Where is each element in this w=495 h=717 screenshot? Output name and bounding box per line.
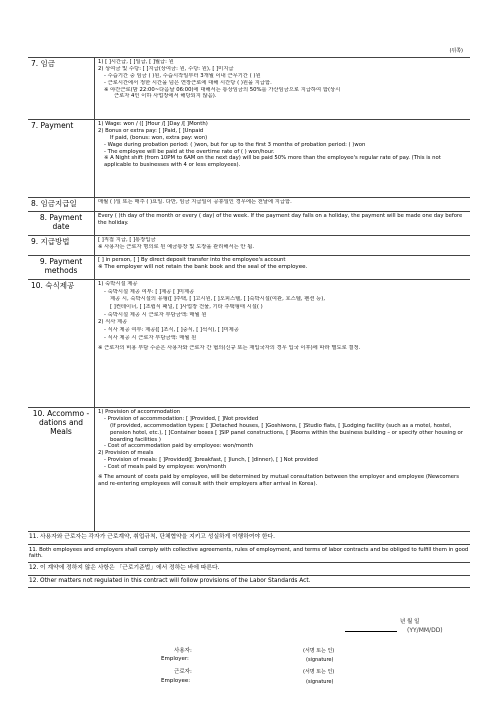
method-options: [ ]직접 지급, [ ]통장입금 bbox=[98, 237, 156, 243]
section-label: 8. Payment date bbox=[28, 212, 95, 236]
section-label: 9. Payment methods bbox=[28, 256, 95, 280]
accommodation-cost: - Cost of accommodation paid by employee: won/month bbox=[104, 443, 253, 450]
section-label: 9. 지급방법 bbox=[28, 236, 95, 256]
payment-section-ko bbox=[28, 58, 470, 120]
contract-table bbox=[28, 57, 470, 588]
probation-line: - Wage during probation period: ( )won, but for up to the first 3 months of probation period: ( )won bbox=[104, 141, 366, 148]
date-line bbox=[345, 631, 397, 632]
clause-12-ko: 12. 이 계약에 정하지 않은 사항은 「근로기준법」에서 정하는 바에 따른다. bbox=[28, 563, 470, 576]
accommodation-types-cont: [ ]컨테이너, [ ]조립식 패널, [ ]사업장 건물, 기타 주택형태 시설( ) bbox=[110, 304, 263, 311]
accommodation-types: (If provided, accommodation types: [ ]Detached houses, [ ]Goshiwons, [ ]Studio flats, [ ]Lodging facility (such as a motel, hostel, pension hotel, etc.), [ ]Container boxes [ ]SIP panel constructions, [ ]Rooms within the business building – or specify other housing or boarding facilities ) bbox=[110, 422, 463, 443]
overtime-line: - 근로시간에서 정한 시간을 넘은 연장근로에 대해 시간당 ( )원을 지급함. bbox=[104, 79, 272, 86]
payday-text: 매월 ( )일 또는 매주 ( )요일. 다만, 임금 지급일이 공휴일인 경우에는 전날에 지급함. bbox=[98, 199, 292, 205]
method-note: ※ The employer will not retain the bank book and the seal of the employee. bbox=[98, 263, 308, 270]
bonus-line: 2) Bonus or extra pay: [ ]Paid, [ ]Unpaid bbox=[98, 127, 204, 134]
method-note: ※ 사용자는 근로자 명의로 된 예금통장 및 도장을 관리해서는 안 됨. bbox=[98, 243, 254, 250]
employee-sign-ko: (서명 또는 인) bbox=[303, 669, 335, 675]
meals-heading: 2) Provision of meals bbox=[98, 450, 154, 457]
clause-12-en: 12. Other matters not regulated in this contract will follow provisions of the Labor Standards Act. bbox=[28, 575, 470, 588]
cost-note: ※ The amount of costs paid by employee, will be determined by mutual consultation between the employer and employee (Newcomers and re-entering employees will consult with their employers after arrival in Korea). bbox=[98, 473, 459, 487]
accommodation-provided: - 숙박시설 제공 여부: [ ]제공 [ ]미제공 bbox=[104, 288, 195, 295]
employee-sign-en: (signature) bbox=[306, 679, 334, 685]
overtime-line: - The employee will be paid at the overtime rate of ( ) won/hour. bbox=[104, 148, 275, 155]
method-section-ko bbox=[28, 236, 470, 256]
date-ko: 년 월 일 bbox=[400, 619, 420, 625]
meals-cost: - Cost of meals paid by employee: won/month bbox=[104, 464, 227, 470]
date-en: (YY/MM/DD) bbox=[407, 627, 443, 634]
section-label: 10. 숙식제공 bbox=[28, 280, 95, 408]
accommodation-heading: 1) Provision of accommodation bbox=[98, 409, 181, 415]
accommodation-section-ko bbox=[28, 280, 470, 408]
meals-provided: - Provision of meals: [ ]Provided([ ]breakfast, [ ]lunch, [ ]dinner), [ ] Not provided bbox=[104, 457, 318, 464]
section-label: 7. 임금 bbox=[28, 58, 95, 120]
wage-line: 1) Wage: won / ([ ]Hour /[ ]Day /[ ]Month) bbox=[98, 121, 208, 127]
accommodation-types: 제공 시, 숙박시설의 유형([ ]주택, [ ]고시원, [ ]오피스텔, [ ]숙박시설(여관, 호스텔, 펜션 등), bbox=[110, 296, 326, 303]
accommodation-provided: - Provision of accommodation: [ ]Provided, [ ]Not provided bbox=[104, 415, 259, 422]
payment-section-en bbox=[28, 120, 470, 198]
method-options: [ ] in person, [ ] By direct deposit transfer into the employee's account bbox=[98, 257, 286, 263]
payday-section-en bbox=[28, 212, 470, 236]
meals-heading: 2) 식사 제공 bbox=[98, 319, 128, 326]
employer-label-ko: 사용자: bbox=[174, 648, 192, 654]
employer-sign-en: (signature) bbox=[306, 657, 334, 663]
employee-label-en: Employee: bbox=[161, 678, 191, 684]
accommodation-section-en bbox=[28, 408, 470, 532]
accommodation-cost: - 숙박시설 제공 시 근로자 부담금액: 매월 원 bbox=[104, 311, 207, 318]
employer-label-en: Employer: bbox=[161, 656, 189, 662]
section-label: 8. 임금지급일 bbox=[28, 198, 95, 212]
night-note-cont: 근로자 4인 이하 사업장에서 해당되지 않음). bbox=[114, 93, 217, 100]
method-section-en bbox=[28, 256, 470, 280]
probation-line: - 수습기간 중 임금 ( )원, 수습시작일부터 3개월 이내 근무기간 ( )원 bbox=[104, 72, 261, 79]
section-label: 10. Accommo -dations and Meals bbox=[28, 408, 95, 532]
bonus-if-paid-line: If paid, (bonus: won, extra pay: won) bbox=[110, 134, 208, 141]
accommodation-heading: 1) 숙박시설 제공 bbox=[98, 281, 138, 287]
wage-line: 1) [ ]시간급, [ ]일급, [ ]월급: 원 bbox=[98, 59, 174, 65]
clause-11-en: 11. Both employees and employers shall comply with collective agreements, rules of employment, and terms of labor contracts and be obliged to fulfill them in good faith. bbox=[28, 544, 470, 563]
back-page-label: (뒤쪽) bbox=[449, 48, 463, 54]
section-label: 7. Payment bbox=[28, 120, 95, 198]
meals-cost: - 식사 제공 시 근로자 부담금액: 매월 원 bbox=[104, 334, 197, 341]
payday-text: Every ( )th day of the month or every ( day) of the week. If the payment day falls on a holiday, the payment will be made one day before the holiday. bbox=[98, 213, 463, 226]
clause-11-ko: 11. 사용자와 근로자는 각자가 근로계약, 취업규칙, 단체협약을 지키고 성실하게 이행하여야 한다. bbox=[28, 532, 470, 545]
night-note: ※ A Night shift (from 10PM to 6AM on the next day) will be paid 50% more than the employee's regular rate of pay. (This is not applicable to businesses with 4 or less employees). bbox=[104, 155, 441, 169]
meals-provided: - 식사 제공 여부: 제공([ ]조식, [ ]중식, [ ]석식), [ ]미제공 bbox=[104, 327, 239, 334]
night-note: ※ 야간근로(밤 22:00~다음날 06:00)에 대해서는 통상임금의 50%를 가산임금으로 지급하여 함(상시 bbox=[104, 86, 341, 93]
cost-note: ※ 근로자의 비용 부담 수준은 사용자와 근로자 간 협의(신규 또는 재입국자의 경우 입국 이후)에 따라 별도로 결정. bbox=[98, 345, 361, 352]
employee-label-ko: 근로자: bbox=[174, 669, 192, 675]
employer-sign-ko: (서명 또는 인) bbox=[303, 648, 335, 654]
bonus-line: 2) 상여금 및 수당: [ ]지급(상여금: 원, 수당: 원), [ ]미지급 bbox=[98, 65, 234, 72]
payday-section-ko bbox=[28, 198, 470, 212]
